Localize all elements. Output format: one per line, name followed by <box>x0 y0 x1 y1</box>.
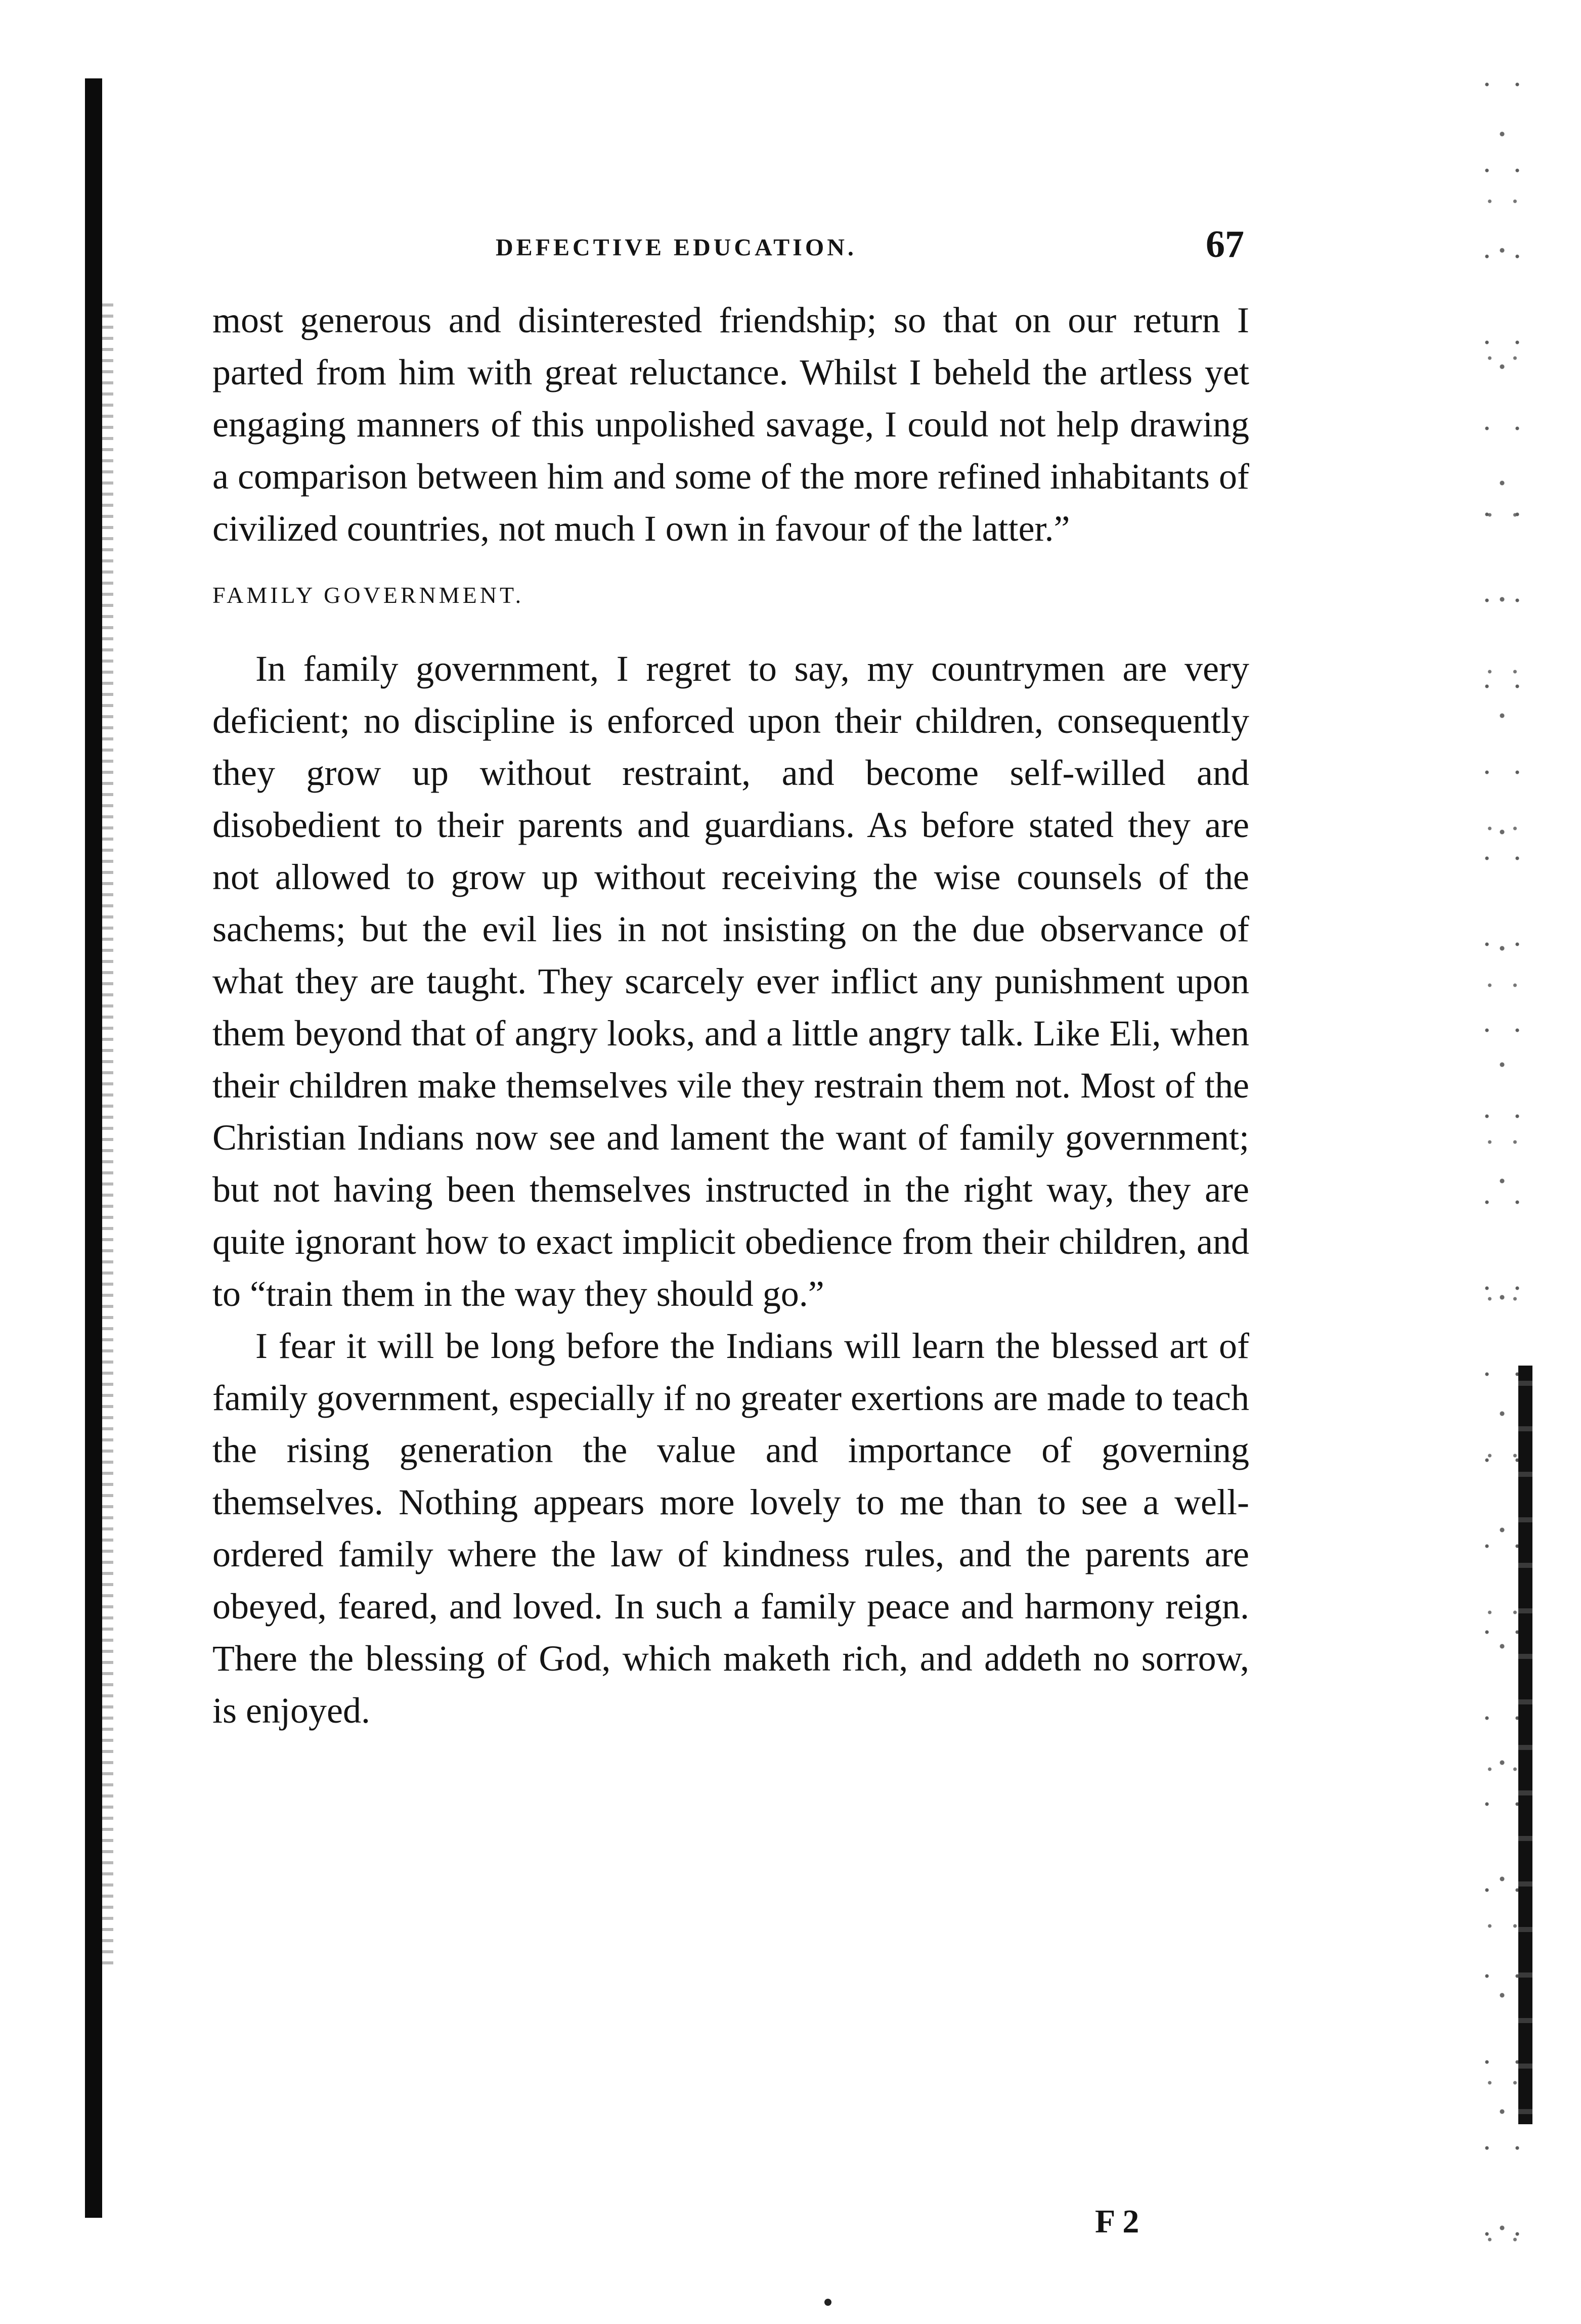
section-heading: FAMILY GOVERNMENT. <box>212 582 524 608</box>
running-head <box>212 223 1249 268</box>
ink-speck <box>824 2299 831 2306</box>
binding-shadow <box>85 78 102 2218</box>
page-number: 67 <box>1206 223 1244 266</box>
paragraph-family-government: In family government, I regret to say, my countrymen are very deficient; no discipline is enforced upon their children, consequently they grow up without restraint, and become self-willed and disobedient to their parents and guardians. As before stated they are not allowed to grow up without receiving the wise counsels of the sachems; but the evil lies in not insisting on the due observance of what they are taught. They scarcely ever inflict any punishment upon them beyond that of angry looks, and a little angry talk. Like Eli, when their children make themselves vile they restrain them not. Most of the Christian Indians now see and lament the want of family government; but not having been themselves instructed in the right way, they are quite ignorant how to exact implicit obedience from their children, and to “train them in the way they should go.” <box>212 648 1249 1314</box>
body-text <box>212 294 1249 1737</box>
book-page <box>212 0 1249 2324</box>
paragraph-continuation: most generous and disinterested friendship; so that on our return I parted from him with great reluctance. Whilst I beheld the artless yet engaging manners of this unpolished savage, I could not help drawing a comparison between him and some of the more refined inhabitants of civilized countries, not much I own in favour of the latter.” <box>212 300 1249 549</box>
page-edge-dark-strip <box>1518 1366 1532 2124</box>
paragraph-fear: I fear it will be long before the Indians will learn the blessed art of family government, especially if no greater exertions are made to teach the rising generation the value and importance of governing themselves. Nothing appears more lovely to me than to see a well-ordered family where the law of kindness rules, and the parents are obeyed, feared, and loved. In such a family peace and harmony reign. There the blessing of God, which maketh rich, and addeth no sorrow, is enjoyed. <box>212 1326 1249 1731</box>
printer-signature-mark: F 2 <box>1095 2203 1139 2240</box>
binding-stain <box>102 303 113 1972</box>
running-title: DEFECTIVE EDUCATION. <box>496 234 857 261</box>
